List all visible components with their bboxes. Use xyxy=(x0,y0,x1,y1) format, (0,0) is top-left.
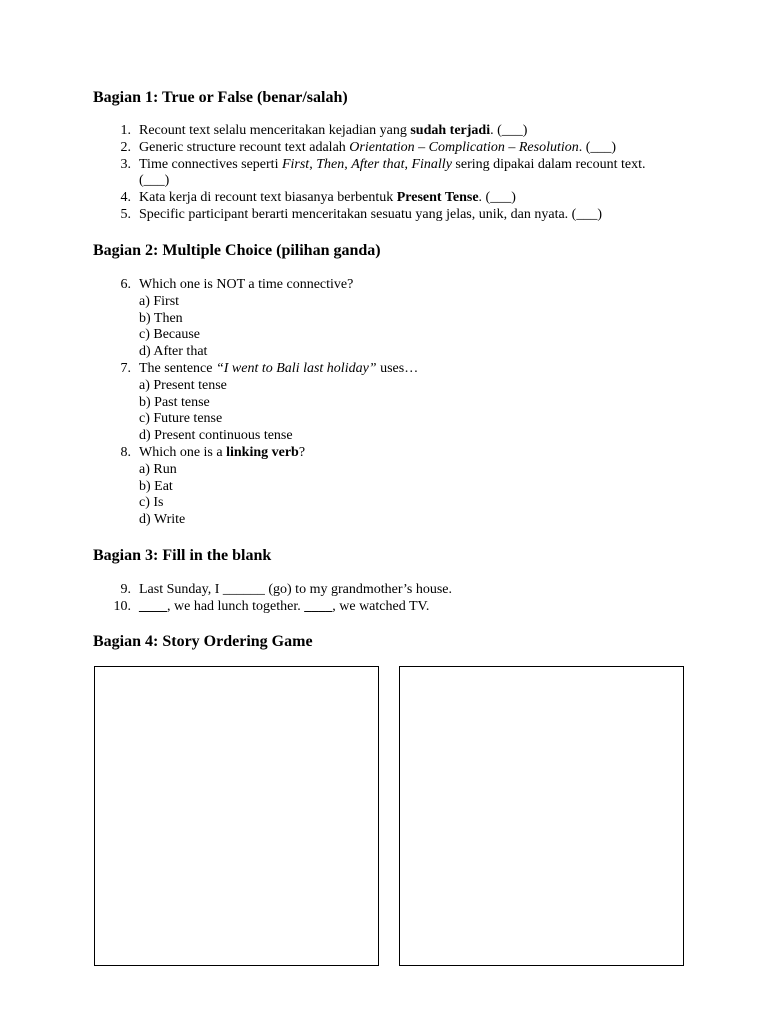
list-item: 4. Kata kerja di recount text biasanya berbentuk Present Tense. (___) xyxy=(120,190,516,206)
section-2-title: Bagian 2: Multiple Choice (pilihan ganda) xyxy=(93,242,381,259)
option-a: a) Run xyxy=(139,461,177,477)
section-1-list xyxy=(0,123,768,224)
list-item: 2. Generic structure recount text adalah Orientation – Complication – Resolution. (___) xyxy=(120,139,617,155)
section-3-title: Bagian 3: Fill in the blank xyxy=(93,547,272,564)
option-c: c) Is xyxy=(139,495,164,511)
option-d: d) Present continuous tense xyxy=(139,428,293,444)
option-b: b) Past tense xyxy=(139,394,210,410)
option-b: b) Then xyxy=(139,310,183,326)
story-box-left xyxy=(94,666,379,966)
option-c: c) Because xyxy=(139,327,201,343)
list-item: 8. Which one is a linking verb? xyxy=(120,444,306,460)
list-item: 7. The sentence “I went to Bali last holiday” uses… xyxy=(120,360,419,376)
list-item: 10. ____, we had lunch together. ____, we watched TV. xyxy=(113,598,430,614)
option-c: c) Future tense xyxy=(139,411,223,427)
list-item: 6. Which one is NOT a time connective? xyxy=(120,277,354,292)
section-1-title: Bagian 1: True or False (benar/salah) xyxy=(93,89,348,106)
list-item: 1. Recount text selalu menceritakan kejadian yang sudah terjadi. (___) xyxy=(120,123,528,138)
option-d: d) Write xyxy=(139,512,186,528)
list-item: 5. Specific participant berarti menceritakan sesuatu yang jelas, unik, dan nyata. (___) xyxy=(120,206,602,222)
list-item: 9. Last Sunday, I ______ (go) to my grandmother’s house. xyxy=(120,582,453,597)
option-b: b) Eat xyxy=(139,478,173,494)
list-item: 3. Time connectives seperti First, Then, After that, Finally sering dipakai dalam recount text. (___) xyxy=(120,156,646,189)
section-3-list xyxy=(0,582,768,616)
option-a: a) Present tense xyxy=(139,377,227,393)
section-4-title: Bagian 4: Story Ordering Game xyxy=(93,633,313,650)
option-a: a) First xyxy=(139,293,180,309)
section-2-list xyxy=(0,277,768,529)
option-d: d) After that xyxy=(139,344,208,360)
story-box-right xyxy=(399,666,684,966)
